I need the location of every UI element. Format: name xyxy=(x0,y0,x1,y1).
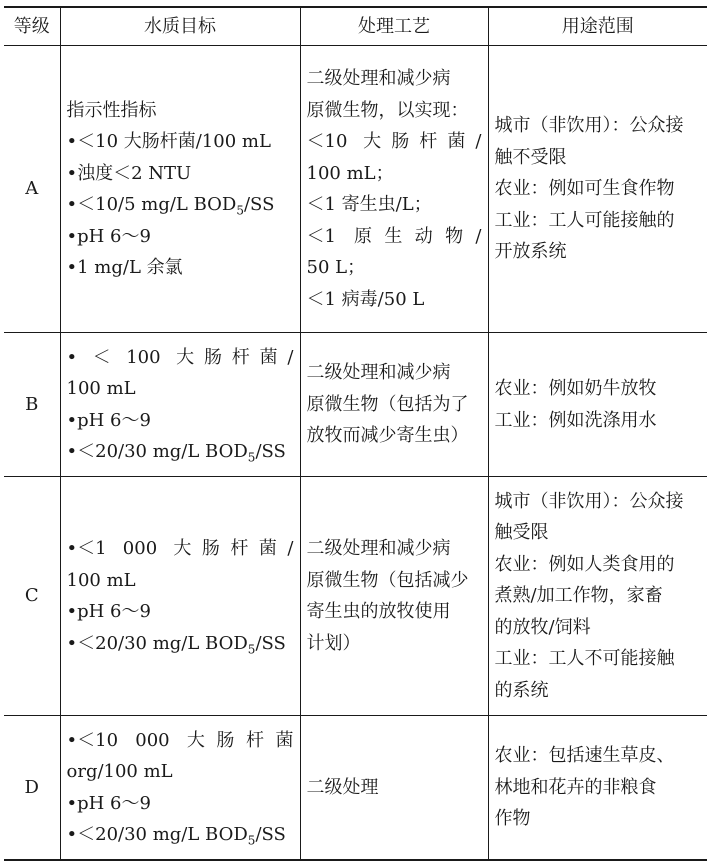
bod-label: •＜10/5 mg/L BOD xyxy=(66,194,237,215)
target-line: •pH 6～9 xyxy=(66,792,151,814)
process-line: ＜1 病毒/50 L xyxy=(306,288,425,310)
process-line: 二级处理和减少病 xyxy=(306,68,451,89)
usage-line: 的系统 xyxy=(494,679,549,701)
process-cell xyxy=(300,333,488,477)
usage-line: 农业：例如可生食作物 xyxy=(494,178,675,200)
target-cell xyxy=(60,477,300,716)
usage-cell xyxy=(488,333,707,477)
process-line: ＜10 大肠杆菌/ xyxy=(306,131,482,152)
target-line: •pH 6～9 xyxy=(66,225,151,247)
grade-cell: D xyxy=(4,716,60,861)
usage-cell xyxy=(488,477,707,716)
usage-line: 作物 xyxy=(494,808,531,830)
header-usage: 用途范围 xyxy=(488,7,707,46)
process-line: 100 mL； xyxy=(306,162,394,184)
process-line: 二级处理和减少病 xyxy=(306,538,451,559)
target-line xyxy=(67,819,294,851)
bod-subscript: 5 xyxy=(247,450,256,465)
usage-line: 城市（非饮用）：公众接 xyxy=(494,115,684,137)
bod-suffix: /SS xyxy=(255,824,286,845)
grade-cell: C xyxy=(4,477,60,716)
usage-line: 农业：例如奶牛放牧 xyxy=(494,378,657,399)
process-line: 50 L； xyxy=(306,257,366,278)
usage-line: 触不受限 xyxy=(494,146,567,168)
process-line: 原微生物（包括减少 xyxy=(306,569,469,591)
table-row-a xyxy=(4,46,707,333)
usage-line: 触受限 xyxy=(494,522,549,544)
bod-label: •＜20/30 mg/L BOD xyxy=(66,632,248,654)
target-cell xyxy=(60,46,300,333)
process-cell xyxy=(300,716,488,861)
target-line: 100 mL xyxy=(66,569,136,591)
target-line xyxy=(67,628,294,660)
process-line: 寄生虫的放牧使用 xyxy=(306,601,451,622)
target-line: •＜10 大肠杆菌/100 mL xyxy=(66,131,271,152)
usage-line: 农业：例如人类食用的 xyxy=(494,553,675,575)
target-line: •1 mg/L 余氯 xyxy=(66,257,183,278)
process-cell xyxy=(300,477,488,716)
target-cell xyxy=(60,716,300,861)
target-line: 指示性指标 xyxy=(66,99,157,121)
target-line: •＜10 000 大肠杆菌 xyxy=(66,729,294,751)
bod-label: •＜20/30 mg/L BOD xyxy=(66,441,248,462)
process-cell xyxy=(300,46,488,333)
process-line: 二级处理和减少病 xyxy=(306,362,451,384)
target-line: •pH 6～9 xyxy=(66,601,151,622)
bod-subscript: 5 xyxy=(247,642,256,657)
grade-cell: A xyxy=(4,46,60,333)
process-line: 原微生物，以实现： xyxy=(306,99,469,121)
usage-cell xyxy=(488,46,707,333)
header-target: 水质目标 xyxy=(60,7,300,46)
bod-subscript: 5 xyxy=(247,833,256,848)
target-line xyxy=(67,189,294,221)
bod-suffix: /SS xyxy=(255,632,286,654)
process-line: 原微生物（包括为了 xyxy=(306,393,469,415)
grade-cell: B xyxy=(4,333,60,477)
table-row-c xyxy=(4,477,707,716)
water-quality-table xyxy=(4,6,707,861)
process-line: 放牧而减少寄生虫） xyxy=(306,425,469,447)
target-line xyxy=(67,436,294,468)
usage-line: 开放系统 xyxy=(494,241,567,263)
table-row-d xyxy=(4,716,707,861)
bod-suffix: /SS xyxy=(255,441,286,462)
bod-suffix: /SS xyxy=(243,194,275,215)
usage-line: 农业：包括速生草皮、 xyxy=(494,745,675,767)
usage-line: 煮熟/加工作物，家畜 xyxy=(494,585,663,607)
target-line: •浊度＜2 NTU xyxy=(66,162,192,184)
header-process: 处理工艺 xyxy=(300,7,488,46)
usage-line: 工业：例如洗涤用水 xyxy=(494,409,657,431)
target-line: • ＜ 100 大肠杆菌/ xyxy=(66,346,294,368)
header-grade: 等级 xyxy=(4,7,60,46)
target-cell xyxy=(60,333,300,477)
process-line: 二级处理 xyxy=(306,776,379,798)
usage-line: 工业：工人不可能接触 xyxy=(494,648,675,670)
process-line: 计划） xyxy=(306,632,361,654)
target-line: 100 mL xyxy=(66,378,136,399)
process-line: ＜1 原生动物/ xyxy=(306,225,482,247)
target-line: org/100 mL xyxy=(66,761,173,782)
usage-cell xyxy=(488,716,707,861)
usage-line: 的放牧/饲料 xyxy=(494,616,591,638)
table-header-row xyxy=(4,7,707,46)
usage-line: 工业：工人可能接触的 xyxy=(494,209,675,231)
usage-line: 城市（非饮用）：公众接 xyxy=(494,490,684,512)
table-row-b xyxy=(4,333,707,477)
target-line: •pH 6～9 xyxy=(66,409,151,431)
usage-line: 林地和花卉的非粮食 xyxy=(494,776,657,798)
bod-label: •＜20/30 mg/L BOD xyxy=(66,824,248,845)
bod-subscript: 5 xyxy=(236,203,244,218)
process-line: ＜1 寄生虫/L； xyxy=(306,194,432,215)
target-line: •＜1 000 大肠杆菌/ xyxy=(66,538,294,559)
